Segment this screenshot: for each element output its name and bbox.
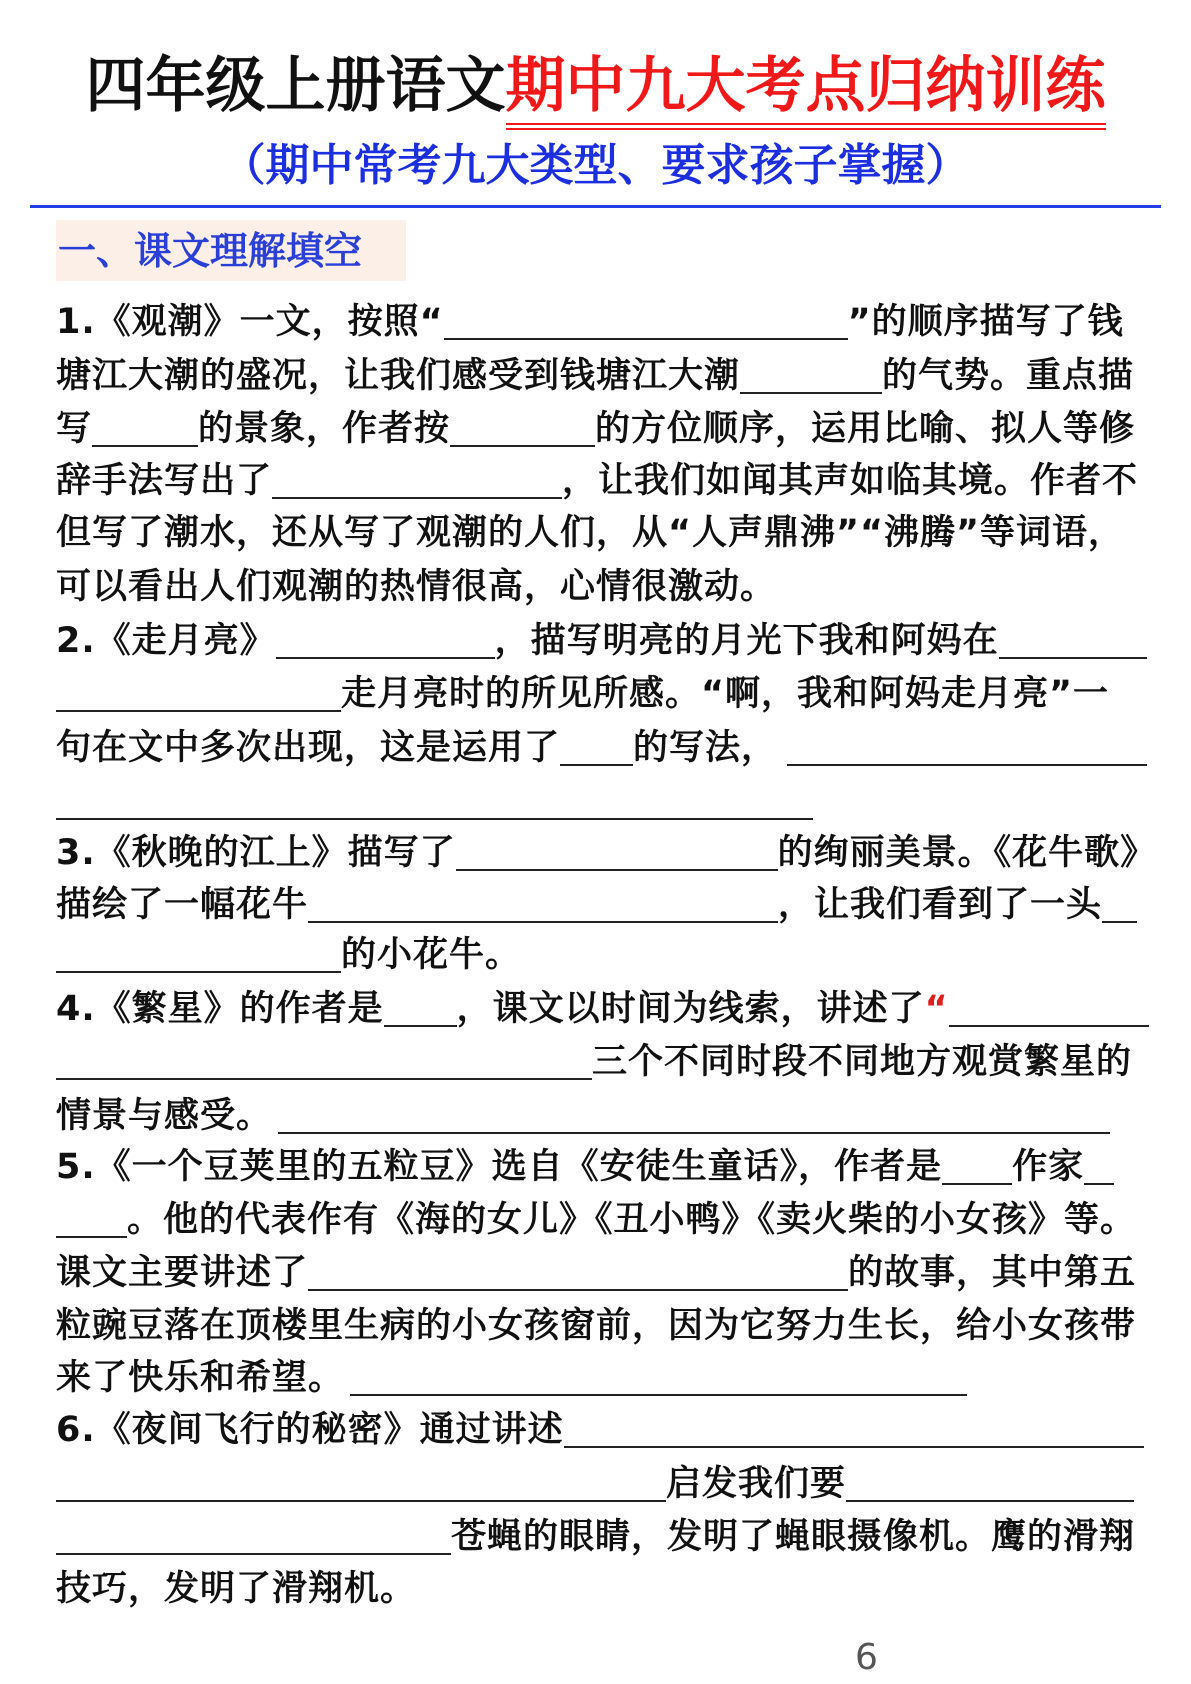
answer-blank[interactable] <box>56 818 813 820</box>
text: 4.《繁星》的作者是 <box>56 989 384 1029</box>
text-line <box>56 1251 1136 1295</box>
title-grade: 四年级上册语文 <box>85 51 506 121</box>
answer-blank[interactable] <box>92 445 198 447</box>
text: 的气势。重点描 <box>882 356 1135 396</box>
answer-blank[interactable] <box>1102 921 1137 923</box>
answer-blank[interactable] <box>56 710 341 712</box>
text: 的写法， <box>633 728 778 768</box>
text: 5.《一个豆荚里的五粒豆》选自《安徒生童话》，作者是 <box>56 1147 943 1187</box>
page-subtitle: （期中常考九大类型、要求孩子掌握） <box>221 140 970 191</box>
text-line <box>56 407 1136 451</box>
text-line <box>56 511 1136 555</box>
text-line <box>56 1145 1136 1189</box>
answer-blank[interactable] <box>278 1132 1110 1134</box>
section-header <box>56 220 406 281</box>
answer-blank[interactable] <box>456 869 778 871</box>
text: 辞手法写出了 <box>56 461 273 501</box>
text-line <box>56 1515 1136 1559</box>
answer-blank[interactable] <box>949 1025 1149 1027</box>
answer-blank[interactable] <box>560 764 633 766</box>
answer-blank[interactable] <box>942 1183 1012 1185</box>
text: 。他的代表作有《海的女儿》《丑小鸭》《卖火柴的小女孩》等。 <box>127 1200 1137 1240</box>
text-line <box>56 1040 1136 1084</box>
page-title <box>0 48 1191 124</box>
answer-blank[interactable] <box>56 1500 666 1502</box>
answer-blank[interactable] <box>56 1236 127 1238</box>
text-line <box>56 1462 1136 1506</box>
text: 句在文中多次出现，这是运用了 <box>56 728 561 768</box>
text-line <box>56 459 1139 503</box>
header-divider <box>30 205 1161 208</box>
text-line <box>56 1356 1136 1400</box>
text-line <box>56 1408 1136 1452</box>
text: 作家 <box>1012 1147 1085 1187</box>
text: 1.《观潮》一文，按照“ <box>56 302 444 342</box>
text-line <box>56 565 1136 609</box>
text: 来了快乐和希望。 <box>56 1358 345 1398</box>
text: 粒豌豆落在顶楼里生病的小女孩窗前，因为它努力生长，给小女孩带 <box>56 1306 1137 1346</box>
text-line <box>56 831 1157 875</box>
text: 课文主要讲述了 <box>56 1253 309 1293</box>
text: 的故事，其中第五 <box>848 1253 1137 1293</box>
text: 写 <box>56 409 93 449</box>
text: 3.《秋晚的江上》描写了 <box>56 833 456 873</box>
answer-blank[interactable] <box>444 338 848 340</box>
answer-blank[interactable] <box>384 1025 457 1027</box>
text: 苍蝇的眼睛，发明了蝇眼摄像机。鹰的滑翔 <box>451 1517 1136 1557</box>
text: 技巧，发明了滑翔机。 <box>56 1569 417 1609</box>
text-line <box>56 726 1136 770</box>
text-line <box>56 300 1136 344</box>
answer-blank[interactable] <box>450 445 595 447</box>
text-line <box>56 354 1136 398</box>
text: 走月亮时的所见所感。“啊，我和阿妈走月亮”一 <box>341 674 1110 714</box>
text: 的小花牛。 <box>341 935 522 975</box>
text: 情景与感受。 <box>56 1096 273 1136</box>
text: 塘江大潮的盛况，让我们感受到钱塘江大潮 <box>56 356 741 396</box>
answer-blank[interactable] <box>56 971 341 973</box>
answer-blank[interactable] <box>999 657 1147 659</box>
text: 的景象，作者按 <box>198 409 451 449</box>
answer-blank[interactable] <box>846 1500 1134 1502</box>
text-line <box>56 1094 1136 1138</box>
answer-blank[interactable] <box>1084 1183 1114 1185</box>
answer-blank[interactable] <box>308 921 778 923</box>
answer-blank[interactable] <box>56 1553 451 1555</box>
answer-blank[interactable] <box>56 1078 592 1080</box>
text-line <box>56 883 1136 927</box>
text-line <box>56 619 1136 663</box>
text: 描绘了一幅花牛 <box>56 885 309 925</box>
answer-blank[interactable] <box>564 1446 1144 1448</box>
text: 三个不同时段不同地方观赏繁星的 <box>592 1042 1133 1082</box>
text-line <box>56 987 1136 1031</box>
answer-blank[interactable] <box>350 1394 967 1396</box>
answer-blank[interactable] <box>740 392 882 394</box>
text-line <box>56 672 1136 716</box>
answer-blank[interactable] <box>276 657 495 659</box>
section-title: 一、课文理解填空 <box>58 229 363 273</box>
red-quote-mark: “ <box>924 989 949 1029</box>
text: 6.《夜间飞行的秘密》通过讲述 <box>56 1410 564 1450</box>
text: 可以看出人们观潮的热情很高，心情很激动。 <box>56 567 777 607</box>
answer-blank[interactable] <box>787 764 1147 766</box>
text: ，让我们看到了一头 <box>778 885 1103 925</box>
text-line <box>56 1304 1136 1348</box>
text-line <box>56 933 1136 977</box>
text: ，让我们如闻其声如临其境。作者不 <box>562 461 1139 501</box>
text: 启发我们要 <box>666 1464 847 1504</box>
page-number: 6 <box>855 1637 878 1678</box>
text-line <box>56 1567 1136 1611</box>
text: 但写了潮水，还从写了观潮的人们，从“人声鼎沸”“沸腾”等词语， <box>56 513 1125 553</box>
title-highlight: 期中九大考点归纳训练 <box>506 51 1106 130</box>
text: 2.《走月亮》 <box>56 621 276 661</box>
answer-blank[interactable] <box>308 1289 848 1291</box>
answer-blank[interactable] <box>272 497 562 499</box>
text: ”的顺序描写了钱 <box>847 302 1124 342</box>
text: 的绚丽美景。《花牛歌》 <box>777 833 1157 873</box>
text-line <box>56 780 1136 824</box>
text: 的方位顺序，运用比喻、拟人等修 <box>595 409 1136 449</box>
text: ，描写明亮的月光下我和阿妈在 <box>494 621 999 661</box>
text: ，课文以时间为线索，讲述了 <box>456 989 925 1029</box>
text-line <box>56 1198 1136 1242</box>
